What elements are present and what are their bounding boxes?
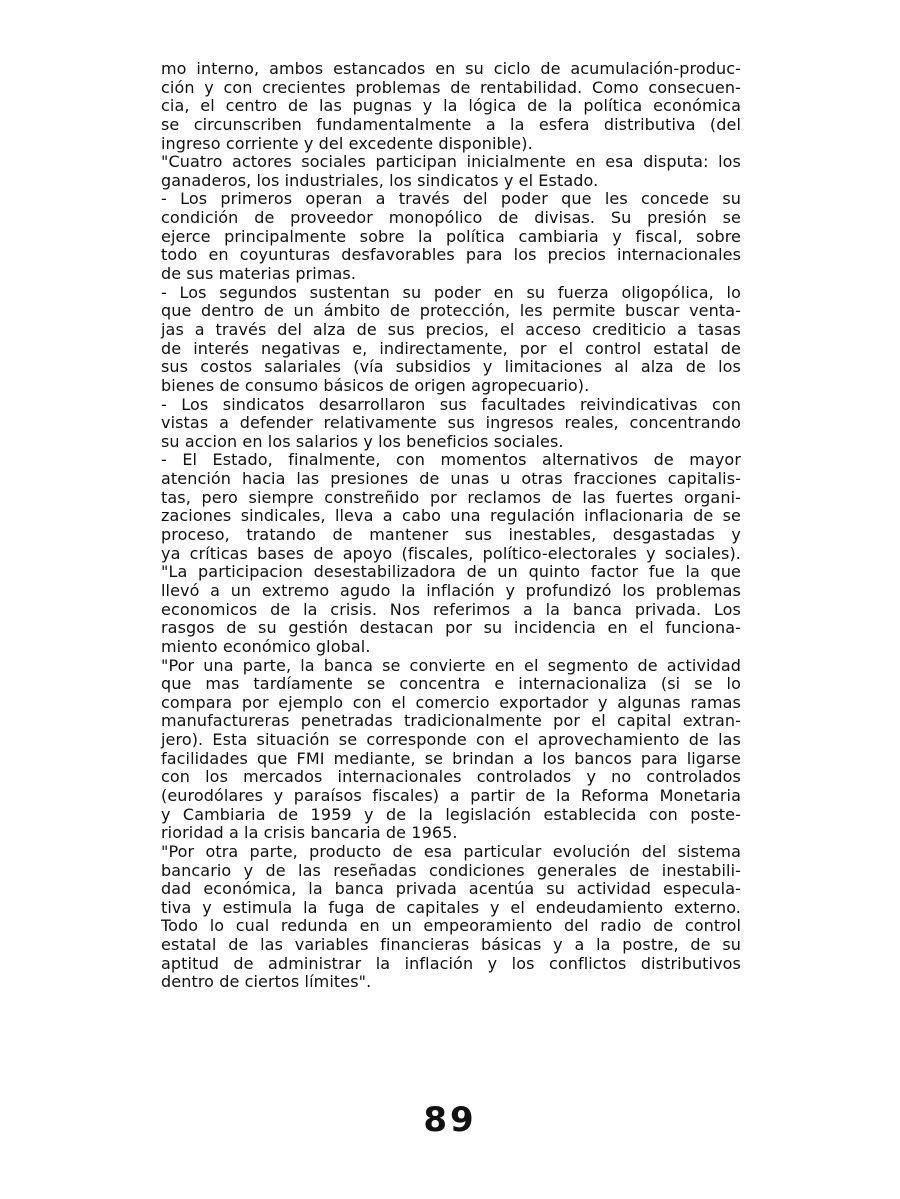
text-line: ganaderos, los industriales, los sindicatos y el Estado. [161,170,599,190]
text-line: (eurodólares y paraísos fiscales) a partir de la Reforma Monetaria [161,785,741,805]
text-line: dentro de ciertos límites". [161,972,372,992]
body-text [161,60,741,992]
text-line: mo interno, ambos estancados en su ciclo de acumulación-produc- [161,59,741,78]
text-line: ejerce principalmente sobre la política cambiaria y fiscal, sobre [161,226,741,246]
text-line: bienes de consumo básicos de origen agropecuario). [161,375,590,395]
text-line: con los mercados internacionales controlados y no controlados [161,767,741,787]
text-line: tiva y estimula la fuga de capitales y el endeudamiento externo. [161,897,741,917]
text-line: rioridad a la crisis bancaria de 1965. [161,823,458,843]
text-line: bancario y de las reseñadas condiciones generales de inestabili- [161,860,741,880]
text-line: - Los segundos sustentan su poder en su fuerza oligopólica, lo [161,282,741,302]
text-line: todo en coyunturas desfavorables para los precios internacionales [161,245,741,265]
text-line: que mas tardíamente se concentra e internacionaliza (si se lo [161,674,741,694]
text-line: ción y con crecientes problemas de rentabilidad. Como consecuen- [161,77,741,97]
text-line: rasgos de su gestión destacan por su incidencia en el funciona- [161,618,741,638]
text-line: proceso, tratando de mantener sus inestables, desgastadas y [161,525,741,545]
text-line: manufactureras penetradas tradicionalmente por el capital extran- [161,711,741,731]
text-line: Todo lo cual redunda en un empeoramiento del radio de control [161,916,741,936]
text-line: condición de proveedor monopólico de divisas. Su presión se [161,208,741,228]
text-line: llevó a un extremo agudo la inflación y profundizó los problemas [161,580,741,600]
text-line: sus costos salariales (vía subsidios y limitaciones al alza de los [161,357,741,377]
text-line: economicos de la crisis. Nos referimos a la banca privada. Los [161,599,741,619]
text-line: su accion en los salarios y los beneficios sociales. [161,431,564,451]
text-line: tas, pero siempre constreñido por reclamos de las fuertes organi- [161,487,741,507]
page-number: 89 [423,1100,477,1140]
text-line: "Cuatro actores sociales participan inicialmente en esa disputa: los [161,152,741,172]
text-line: de interés negativas e, indirectamente, por el control estatal de [161,338,741,358]
text-line: jero). Esta situación se corresponde con el aprovechamiento de las [161,730,741,750]
text-line: estatal de las variables financieras básicas y a la postre, de su [161,935,741,955]
text-line: vistas a defender relativamente sus ingresos reales, concentrando [161,413,741,433]
text-line: de sus materias primas. [161,264,357,284]
text-line: facilidades que FMI mediante, se brindan a los bancos para ligarse [161,748,741,768]
text-line: cia, el centro de las pugnas y la lógica de la política económica [161,96,741,116]
text-line: jas a través del alza de sus precios, el acceso crediticio a tasas [161,319,741,339]
text-line: ingreso corriente y del excedente disponible). [161,133,533,153]
text-line: - Los primeros operan a través del poder que les concede su [161,189,741,209]
text-line: que dentro de un ámbito de protección, les permite buscar venta- [161,301,741,321]
text-line: atención hacia las presiones de unas u otras fracciones capitalis- [161,469,741,489]
text-line: miento económico global. [161,636,371,656]
text-line: dad económica, la banca privada acentúa su actividad especula- [161,879,741,899]
text-line: "Por una parte, la banca se convierte en el segmento de actividad [161,655,741,675]
text-line: aptitud de administrar la inflación y los conflictos distributivos [161,953,741,973]
text-line: "Por otra parte, producto de esa particular evolución del sistema [161,841,741,861]
text-line: ya críticas bases de apoyo (fiscales, político-electorales y sociales). [161,543,741,563]
text-line: zaciones sindicales, lleva a cabo una regulación inflacionaria de se [161,506,741,526]
text-line: - El Estado, finalmente, con momentos alternativos de mayor [161,450,741,470]
text-line: compara por ejemplo con el comercio exportador y algunas ramas [161,692,741,712]
text-line: y Cambiaria de 1959 y de la legislación establecida con poste- [161,804,741,824]
text-line: "La participacion desestabilizadora de un quinto factor fue la que [161,562,741,582]
text-line: - Los sindicatos desarrollaron sus facultades reivindicativas con [161,394,741,414]
text-line: se circunscriben fundamentalmente a la esfera distributiva (del [161,114,741,134]
